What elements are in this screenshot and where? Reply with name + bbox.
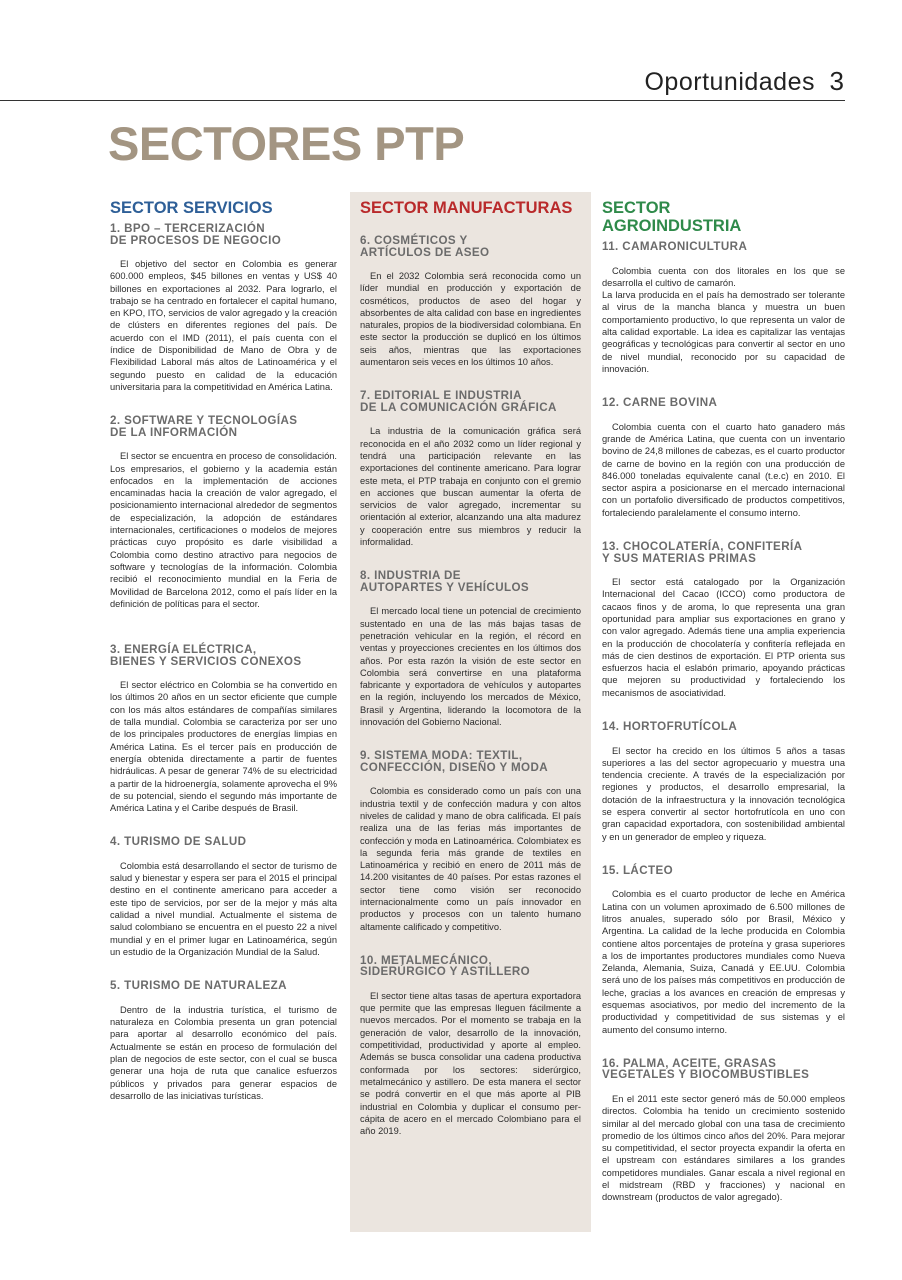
section-title: Oportunidades xyxy=(644,68,815,96)
section-body: Colombia está desarrollando el sector de turismo de salud y bienestar y espera ser para el 2015 el principal destino en el continente americano para acceder a este tipo de servicios, por ser de la mejor y más alta calidad a nivel mundial. Actualmente el sistema de salud colombiano se encuentra en el puesto 22 a nivel mundial y en el primer lugar en Latinoamérica, según un estudio de la Organización Mundial de la Salud. xyxy=(110,860,337,957)
section-title: 3. ENERGÍA ELÉCTRICA, BIENES Y SERVICIOS CONEXOS xyxy=(110,643,302,668)
section-title: 7. EDITORIAL E INDUSTRIA DE LA COMUNICACIÓN GRÁFICA xyxy=(360,389,557,414)
section-title: 10. METALMECÁNICO, SIDERÚRGICO Y ASTILLERO xyxy=(360,953,531,979)
section-body: El objetivo del sector en Colombia es generar 600.000 empleos, $45 billones en ventas y US$ 40 billones en exportaciones al 2032. Para lograrlo, el trabajo se ha centrado en fortalecer el capital humano, en KPO, ITO, servicios de valor agregado y la creación de clústers en diferentes regiones del país. De acuerdo con el IMD (2011), el país cuenta con el índice de Disponibilidad de Mano de Obra y de Flexibilidad Laboral más altos de Latinoamérica y el segundo puesto en calidad de la educación universitaria para la competitividad en América Latina. xyxy=(110,259,337,392)
section-body: La industria de la comunicación gráfica será reconocida en el año 2032 como un líder regional y tendrá una participación relevante en las exportaciones del continente americano. Para lograr este meta, el PTP trabaja en conjunto con el gremio en acciones que buscan aumentar la oferta de servicios de valor agregado, incrementar su orientación al exterior, alcanzando una alta madurez y cooperación entre sus miembros y reducir la informalidad. xyxy=(360,426,581,548)
section-body: El sector está catalogado por la Organización Internacional del Cacao (ICCO) como productora de cacaos finos y de aroma, lo que representa una gran oportunidad para ampliar sus exportaciones en grano y con valor agregado. Además tiene una amplia experiencia en la producción de chocolatería y confitería reflejada en más de cien destinos de exportación. El PTP orienta sus esfuerzos hacia el eslabón primario, apoyando prácticas que mejoren su productividad y fortaleciendo los mecanismos de asociatividad. xyxy=(602,577,845,698)
section-body: El mercado local tiene un potencial de crecimiento sustentado en una de las más bajas tasas de penetración vehicular en la región, el récord en ventas y proyecciones crecientes en los últimos dos años. Por esta razón la visión de este sector en Colombia será convertirse en una plataforma fabricante y exportadora de vehículos y autopartes en la región, incluyendo los mercados de México, Brasil y Argentina, liderando la locomotora de la innovación del Gobierno Nacional. xyxy=(360,606,581,728)
sector-heading: SECTOR AGROINDUSTRIA xyxy=(602,199,742,235)
section-body: El sector se encuentra en proceso de consolidación. Los empresarios, el gobierno y la academia están enfocados en la implementación de acciones encaminadas hacia la creación de valor agregado, el posicionamiento internacional alrededor de segmentos de especialización, la adopción de estándares internacionales, certificaciones o modelos de mejores prácticas cuyo propósito es darle visibilidad a Colombia como destino atractivo para negocios de software y tecnologías de la información. Colombia recibió el reconocimiento mundial en la Feria de Movilidad de Barcelona 2012, como el país líder en la definición de políticas para el sector. xyxy=(110,451,337,609)
section-title: 1. BPO – TERCERIZACIÓN DE PROCESOS DE NEGOCIO xyxy=(110,222,282,247)
section-body: Colombia es el cuarto productor de leche en América Latina con un volumen aproximado de 6.500 millones de litros anuales, superado sólo por Brasil, México y Argentina. La calidad de la leche producida en Colombia contiene altos porcentajes de proteína y grasa superiores a los de importantes productores mundiales como Nueva Zelanda, Alemania, Suiza, Canadá y EE.UU. Colombia será uno de los países más competitivos en producción de leche, gracias a los avances en creación de empresas y esquemas asociativos, por medio del incremento de la productividad y competitividad de sus sistemas y el aumento del consumo interno. xyxy=(602,889,845,1035)
section-body: Colombia cuenta con dos litorales en los que se desarrolla el cultivo de camarón. La larva producida en el país ha demostrado ser tolerante al virus de la mancha blanca y muestra un buen comportamiento productivo, lo que representa un valor de alta calidad exportable. La idea es capitalizar las ventajas geográficas y tecnológicas para convertir al sector en uno de nivel mundial, reconocido por su capacidad de innovación. xyxy=(602,265,845,374)
section-body: El sector ha crecido en los últimos 5 años a tasas superiores a las del sector agropecuario y muestra una tendencia creciente. A través de la especialización por regiones y productos, el desarrollo empresarial, la dotación de la infraestructura y la innovación tecnológica se espera convertir al sector hortofrutícola en uno con gran capacidad exportadora, con sostenibilidad ambiental y en un generador de empleo y riqueza. xyxy=(602,745,845,842)
section-title: 2. SOFTWARE Y TECNOLOGÍAS DE LA INFORMACIÓN xyxy=(110,414,298,439)
column-servicios xyxy=(110,192,337,1124)
page-number: 3 xyxy=(829,66,844,96)
column-manufacturas xyxy=(350,192,591,1232)
section-title: 5. TURISMO DE NATURALEZA xyxy=(110,979,287,993)
section-title: 16. PALMA, ACEITE, GRASAS VEGETALES Y BIOCOMBUSTIBLES xyxy=(602,1056,810,1082)
section-title: 11. CAMARONICULTURA xyxy=(602,240,748,253)
section-body: Colombia es considerado como un país con una industria textil y de confección madura y con altos niveles de calidad y mano de obra calificada. El país realiza una de las ferias más importantes de confección y moda en Latinoamérica. Colombiatex es la segunda feria más grande de textiles en Latinoamérica y recibió en enero de 2011 más de 14.200 visitantes de 40 países. Por estas razones el sector tiene como visión ser reconocido internacionalmente como un país innovador en productos y procesos con un talento humano altamente calificado y competitivo. xyxy=(360,786,581,932)
page-title: SECTORES PTP xyxy=(108,117,465,170)
section-title: 6. COSMÉTICOS Y ARTÍCULOS DE ASEO xyxy=(360,234,490,259)
section-body: Colombia cuenta con el cuarto hato ganadero más grande de América Latina, que cuenta con un inventario bovino de 24,8 millones de cabezas, es el cuarto productor de carne de bovino en la región con una producción de 846.000 toneladas equivalente canal (t.e.c) en 2010. El sector aspira a posicionarse en el mercado internacional con un portafolio diversificado de productos competitivos, fortaleciendo paralelamente el consumo interno. xyxy=(602,421,845,518)
sector-heading: SECTOR MANUFACTURAS xyxy=(360,199,573,217)
section-title: 14. HORTOFRUTÍCOLA xyxy=(602,720,738,734)
column-agroindustria xyxy=(602,192,845,1226)
page-header xyxy=(0,62,845,101)
section-title: 4. TURISMO DE SALUD xyxy=(110,835,247,849)
section-body: Dentro de la industria turística, el turismo de naturaleza en Colombia presenta un gran potencial para aportar al desarrollo económico del país. Actualmente se están en proceso de formulación del plan de negocios de este sector, con el cual se busca generar una hoja de ruta que canalice esfuerzos públicos y privados para generar espacios de desarrollo de las iniciativas turísticas. xyxy=(110,1004,337,1101)
section-body: En el 2032 Colombia será reconocida como un líder mundial en producción y exportación de cosméticos, productos de aseo del hogar y absorbentes de alta calidad con base en ingredientes naturales, propios de la biodiversidad colombiana. En este sector la producción se duplicó en los últimos seis años, mientras que las exportaciones aumentaron seis veces en los últimos 10 años. xyxy=(360,271,581,368)
section-body: El sector eléctrico en Colombia se ha convertido en los últimos 20 años en un sector eficiente que cumple con los más altos estándares de compañías similares de talla mundial. Colombia se caracteriza por ser uno de los principales productores de energías limpias en América Latina. Es el tercer país en producción de energía obtenida directamente a partir de fuentes hidráulicas. A pesar de generar 74% de su electricidad a partir de la hidroenergía, solamente aprovecha el 9% de su potencial, siendo el segundo más importante de América Latina y el Caribe después de Brasil. xyxy=(110,680,337,814)
section-title: 15. LÁCTEO xyxy=(602,863,673,877)
section-title: 9. SISTEMA MODA: TEXTIL, CONFECCIÓN, DISEÑO Y MODA xyxy=(360,749,549,774)
section-title: 12. CARNE BOVINA xyxy=(602,396,718,410)
section-title: 8. INDUSTRIA DE AUTOPARTES Y VEHÍCULOS xyxy=(360,569,529,594)
section-title: 13. CHOCOLATERÍA, CONFITERÍA Y SUS MATERIAS PRIMAS xyxy=(602,540,803,565)
section-body: En el 2011 este sector generó más de 50.000 empleos directos. Colombia ha tenido un crecimiento sostenido similar al del mercado global con una tasa de crecimiento promedio de los últimos cinco años del 20%. Para mejorar su competitividad, el sector proyecta expandir la oferta en el upstream con estándares similares a los grandes competidores mundiales. Ganar escala a nivel regional en el midstream (RBD y fracciones) y nacional en downstream (productos de valor agregado). xyxy=(602,1093,845,1203)
sector-heading: SECTOR SERVICIOS xyxy=(110,199,273,217)
section-body: El sector tiene altas tasas de apertura exportadora que permite que las empresas lleguen fácilmente a nuevos mercados. Por el momento se trabaja en la generación de valor, desarrollo de la innovación, competitividad, productividad y aporte al empleo. Además se busca consolidar una cadena productiva conformada por los sectores: siderúrgico, metalmecánico y astillero. De esta manera el sector se podrá convertir en el que más aporte al PIB industrial en Colombia y duplicar el consumo per-cápita de acero en el mercado Colombiano para el año 2019. xyxy=(360,990,581,1137)
